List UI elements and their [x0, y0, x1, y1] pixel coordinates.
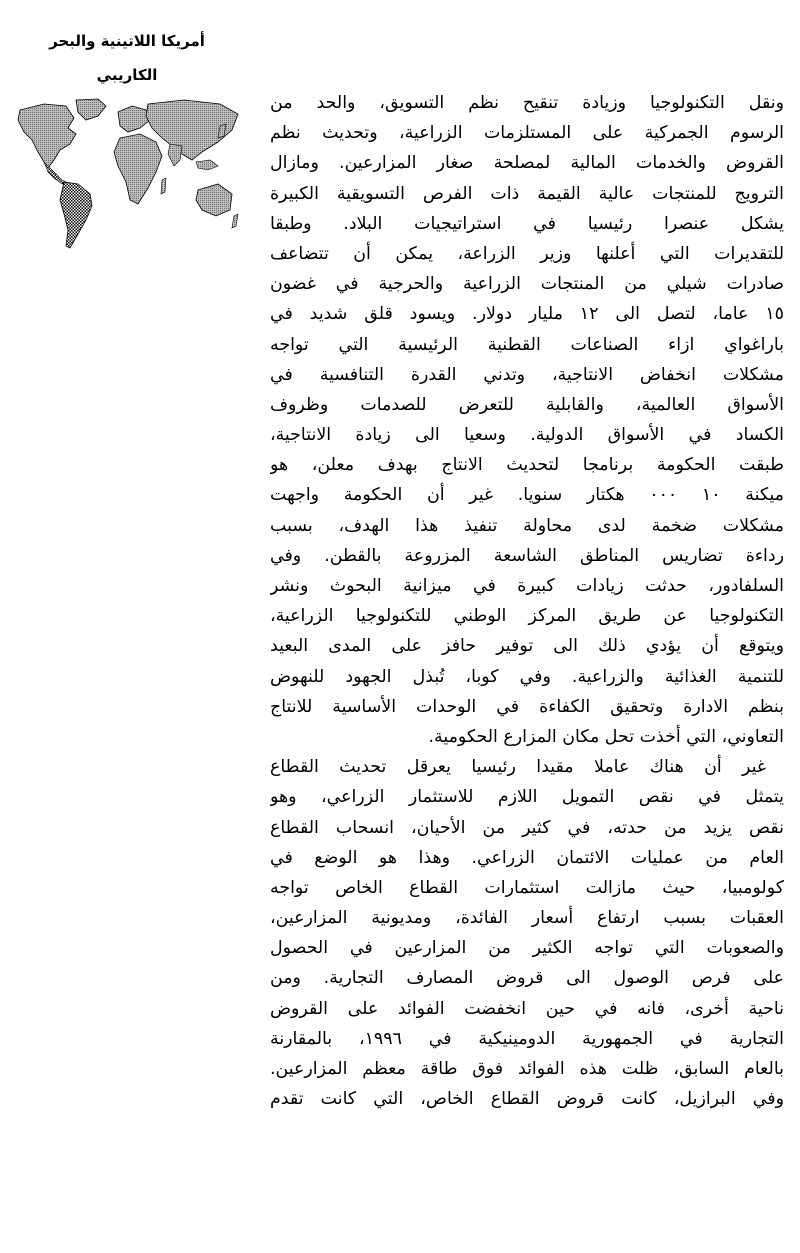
body-line: نقص يزيد من حدته، في كثير من الأحيان، انسحاب القطاع — [270, 817, 784, 838]
body-line: العقبات بسبب ارتفاع أسعار الفائدة، ومديونية المزارعين، — [270, 908, 784, 929]
body-line: صادرات شيلي من المنتجات الزراعية والحرجية في غضون — [270, 274, 784, 295]
world-map-icon — [14, 98, 240, 254]
body-line: العام من عمليات الائتمان الزراعي. وهذا هو الوضع في — [270, 847, 784, 868]
body-line: كولومبيا، حيث مازالت استثمارات القطاع الخاص تواجه — [270, 877, 784, 898]
europe-shape — [118, 106, 150, 132]
australia-shape — [196, 184, 232, 216]
south-america-highlight — [60, 182, 92, 248]
body-line: يتمثل في نقص التمويل اللازم للاستثمار الزراعي، وهو — [270, 787, 784, 808]
africa-shape — [114, 134, 162, 204]
body-line: ١٥ عاما، لتصل الى ١٢ مليار دولار. ويسود قلق شديد في — [270, 304, 784, 325]
body-line: السلفادور، حدثت زيادات كبيرة في ميزانية البحوث ونشر — [270, 576, 784, 596]
body-line: على فرص الوصول الى قروض المصارف التجارية. ومن — [270, 968, 784, 989]
southeast-asia-islands-shape — [196, 160, 218, 170]
region-sidebar — [14, 24, 240, 254]
north-america-shape — [18, 104, 76, 168]
paragraph-end-line: التعاوني، التي أخذت تحل مكان المزارع الحكومية. — [428, 726, 784, 747]
body-line: بالعام السابق، ظلت هذه الفوائد فوق طاقة معظم المزارعين. — [270, 1059, 784, 1079]
body-line: ويتوقع أن يؤدي ذلك الى توفير حافز على المدى البعيد — [270, 636, 784, 657]
region-title-line-2: الكاريبي — [96, 66, 158, 84]
body-line: ميكنة ١٠ ٠٠٠ هكتار سنويا. غير أن الحكومة واجهت — [270, 485, 784, 506]
madagascar-shape — [161, 178, 166, 194]
body-line: التجارية في الجمهورية الدومينيكية في ١٩٩٦، بالمقارنة — [270, 1028, 784, 1049]
body-line: رداءة تضاريس المناطق الشاسعة المزروعة بالقطن. وفي — [270, 545, 784, 566]
article-body — [270, 88, 784, 1114]
body-line: الترويج للمنتجات عالية القيمة ذات الفرص التسويقية الكبيرة — [270, 183, 784, 204]
body-line: يشكل عنصرا رئيسيا في استراتيجيات البلاد. وطبقا — [270, 213, 784, 234]
body-line: الرسوم الجمركية على المستلزمات الزراعية، وتحديث نظم — [270, 123, 784, 144]
body-line: للتقديرات التي أعلنها وزير الزراعة، يمكن أن تتضاعف — [270, 243, 784, 264]
india-shape — [168, 144, 182, 166]
body-line: وفي البرازيل، كانت قروض القطاع الخاص، التي كانت تقدم — [270, 1089, 784, 1110]
body-line: باراغواي ازاء الصناعات القطنية الرئيسية التي تواجه — [270, 334, 784, 355]
greenland-shape — [76, 99, 106, 120]
body-line: القروض والخدمات المالية لمصلحة صغار المزارعين. ومازال — [270, 153, 784, 174]
body-line: الكساد في الأسواق الدولية. وسعيا الى زيادة الانتاجية، — [270, 425, 784, 446]
new-zealand-shape — [232, 214, 238, 228]
paragraph-start-line: غير أن هناك عاملا مقيدا رئيسيا يعرقل تحديث القطاع — [270, 757, 766, 778]
region-title-line-1: أمريكا اللاتينية والبحر — [49, 32, 205, 50]
body-line: مشكلات انخفاض الانتاجية، وتدني القدرة التنافسية في — [270, 364, 784, 385]
body-line: التكنولوجيا عن طريق المركز الوطني للتكنولوجيا الزراعية، — [270, 606, 784, 627]
body-line: الأسواق العالمية، والقابلية للتعرض للصدمات وظروف — [270, 394, 784, 415]
body-line: والصعوبات التي تواجه الكثير من المزارعين في الحصول — [270, 938, 784, 959]
central-america-highlight — [44, 162, 66, 184]
body-line: طبقت الحكومة برنامجا لتحديث الانتاج بهدف معلن، هو — [270, 455, 784, 476]
body-line: للتنمية الغذائية والزراعية. وفي كوبا، تُبذل الجهود للنهوض — [270, 666, 784, 687]
body-line: بنظم الادارة وتحقيق الكفاءة في الوحدات الأساسية للانتاج — [270, 696, 784, 717]
body-line: مشكلات ضخمة لدى محاولة تنفيذ هذا الهدف، بسبب — [270, 515, 784, 536]
body-line: ونقل التكنولوجيا وزيادة تنقيح نظم التسويق، والحد من — [270, 93, 784, 113]
body-line: ناحية أخرى، فانه في حين انخفضت الفوائد على القروض — [270, 998, 784, 1019]
